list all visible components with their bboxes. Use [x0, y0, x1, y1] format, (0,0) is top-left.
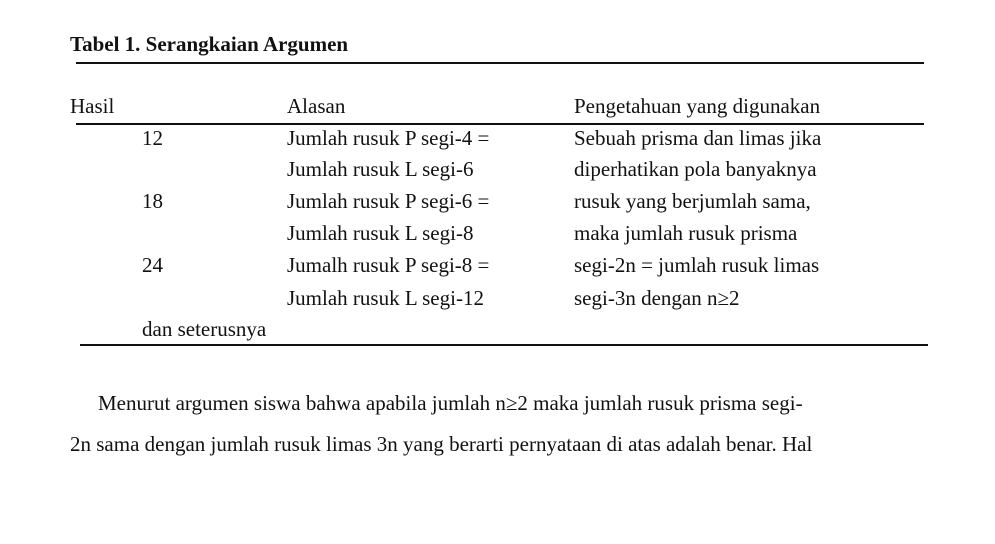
table-header-rule [76, 123, 924, 125]
paragraph-line-2: 2n sama dengan jumlah rusuk limas 3n yang berarti pernyataan di atas adalah benar. Hal [70, 432, 813, 456]
pengetahuan-line: Sebuah prisma dan limas jika [574, 126, 822, 150]
hasil-cell: 18 [142, 189, 163, 213]
alasan-line: Jumlah rusuk L segi-12 [287, 286, 484, 310]
header-hasil: Hasil [70, 94, 115, 118]
hasil-cell: dan seterusnya [142, 317, 267, 341]
alasan-line: Jumlah rusuk L segi-8 [287, 221, 474, 245]
alasan-line: Jumalh rusuk P segi-8 = [287, 253, 490, 277]
alasan-line: Jumlah rusuk P segi-4 = [287, 126, 490, 150]
alasan-line: Jumlah rusuk P segi-6 = [287, 189, 490, 213]
pengetahuan-line: segi-2n = jumlah rusuk limas [574, 253, 820, 277]
header-alasan: Alasan [287, 94, 346, 118]
pengetahuan-line: rusuk yang berjumlah sama, [574, 189, 811, 213]
hasil-cell: 12 [142, 126, 163, 150]
alasan-line: Jumlah rusuk L segi-6 [287, 157, 474, 181]
paragraph-line-1: Menurut argumen siswa bahwa apabila jumlah n≥2 maka jumlah rusuk prisma segi- [98, 391, 803, 415]
table-caption: Tabel 1. Serangkaian Argumen [70, 32, 349, 56]
pengetahuan-line: segi-3n dengan n≥2 [574, 286, 740, 310]
table-bottom-rule [80, 344, 928, 346]
pengetahuan-line: maka jumlah rusuk prisma [574, 221, 798, 245]
table-top-rule [76, 62, 924, 64]
header-pengetahuan: Pengetahuan yang digunakan [574, 94, 821, 118]
pengetahuan-line: diperhatikan pola banyaknya [574, 157, 817, 181]
hasil-cell: 24 [142, 253, 163, 277]
